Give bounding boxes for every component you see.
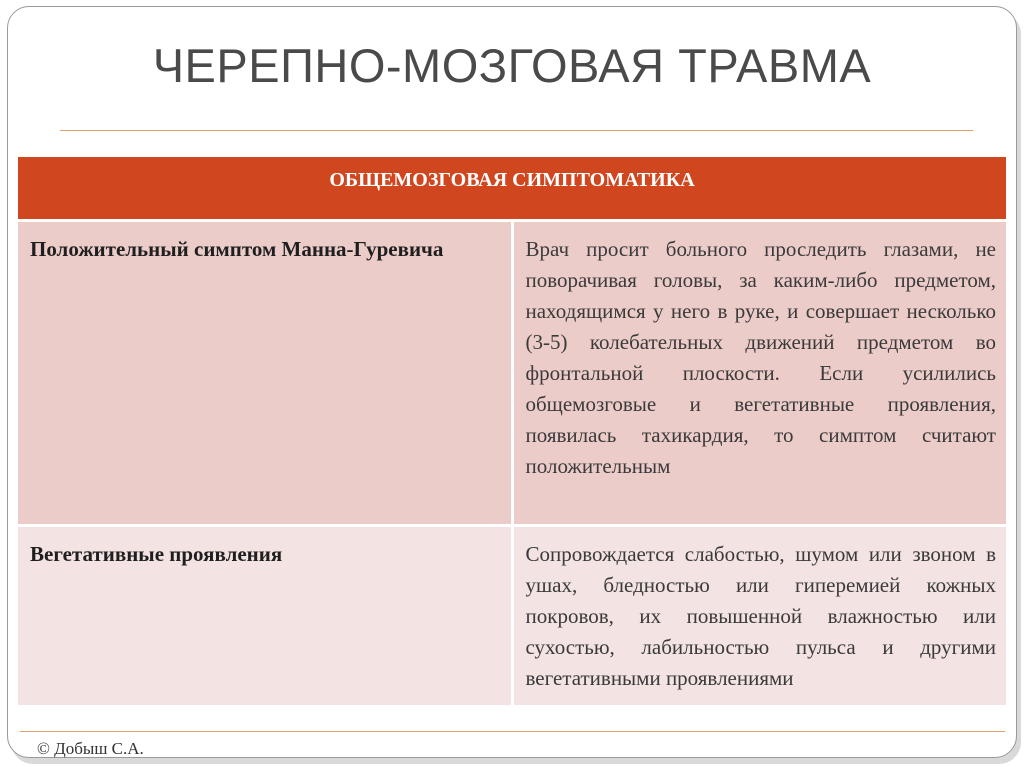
slide-title: ЧЕРЕПНО-МОЗГОВАЯ ТРАВМА [152, 39, 872, 92]
symptom-term: Вегетативные проявления [18, 525, 512, 705]
symptom-description: Врач просит больного проследить глазами, не поворачивая головы, за каким-либо предметом, находящимся у него в руке, и совершает несколько (3-5) колебательных движений предметом во фронтальной плоскости. Если усилились общемозговые и вегетативные проявления, появилась тахикардия, то симптом считают положительным [512, 220, 1006, 525]
table-header-row [18, 157, 1006, 220]
table-row [18, 220, 1006, 525]
symptom-term: Положительный симптом Манна-Гуревича [18, 220, 512, 525]
symptom-description: Сопровождается слабостью, шумом или звоном в ушах, бледностью или гиперемией кожных покровов, их повышенной влажностью или сухостью, лабильностью пульса и другими вегетативными проявлениями [512, 525, 1006, 705]
title-divider [60, 130, 973, 131]
table-row [18, 525, 1006, 705]
table-header: ОБЩЕМОЗГОВАЯ СИМПТОМАТИКА [18, 157, 1006, 220]
symptoms-table [18, 157, 1006, 705]
footer-divider [20, 731, 1005, 732]
footer-copyright: © Добыш С.А. [37, 739, 144, 758]
